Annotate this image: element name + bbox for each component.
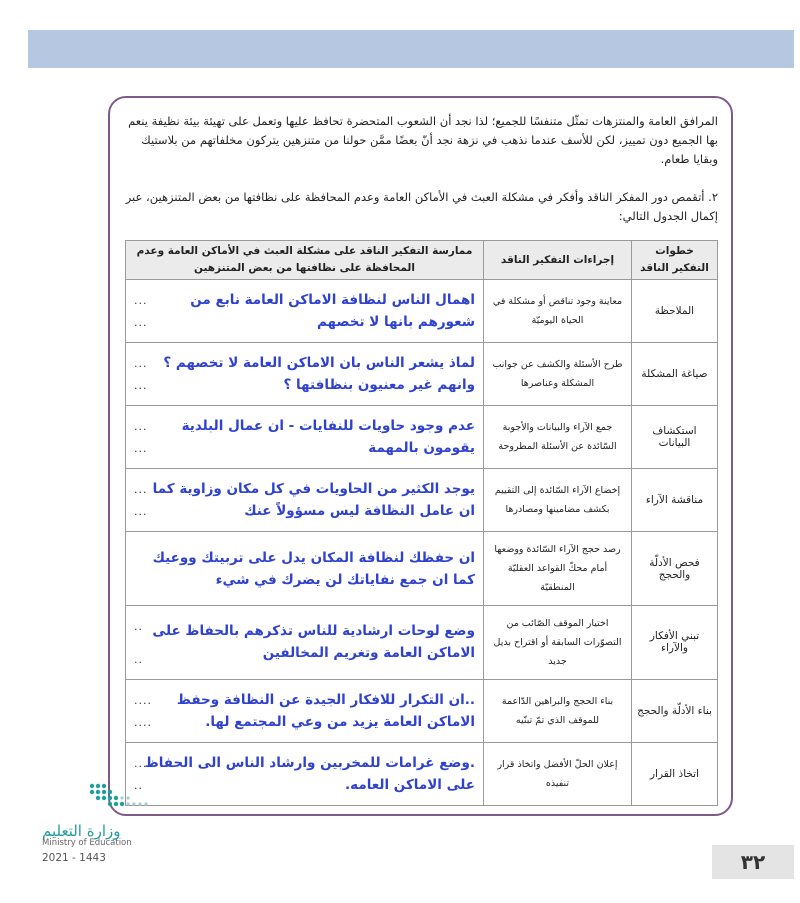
step-cell: مناقشة الآراء <box>632 469 718 532</box>
table-row <box>126 679 718 742</box>
answer-text: يوجد الكثير من الحاويات في كل مكان وزاوية كما ان عامل النظافة ليس مسؤولاً عنك <box>152 481 475 520</box>
answer-cell[interactable] <box>126 606 484 680</box>
page-number-box <box>712 845 794 879</box>
procedure-cell: إعلان الحلّ الأفضل واتخاذ قرار تنفيذه <box>484 742 632 805</box>
answer-text: وضع لوحات ارشادية للناس تذكرهم بالحفاظ على الاماكن العامة وتغريم المخالفين <box>152 623 475 662</box>
intro-paragraph: المرافق العامة والمنتزهات تمثّل متنفسًا للجميع؛ لذا نجد أن الشعوب المتحضرة تحافظ عليها وتعمل على تهيئة بيئة نظيفة ينعم بها الجميع دون تمييز، لكن للأسف عندما نذهب في نزهة نجد أنّ بعضًا ممَّن حولنا من متنزهين يتركون مخلفاتهم من بلاستيك وبقايا طعام. <box>128 114 718 166</box>
step-cell: بناء الأدلّة والحجج <box>632 679 718 742</box>
answer-text: ان حفظك لنظافة المكان يدل على تربيتك ووعيك كما ان جمع نفاياتك لن يضرك في شيء <box>152 549 475 588</box>
answer-text: لماذ يشعر الناس بان الاماكن العامة لا تخصهم ؟ وانهم غير معنيون بنظافتها ؟ <box>163 355 475 394</box>
answer-text: .وضع غرامات للمخربين وارشاد الناس الى الحفاظ على الاماكن العامه. <box>144 754 475 793</box>
procedure-cell: اختيار الموقف الصّائب من التصوّرات السابقة أو اقتراح بديل جديد <box>484 606 632 680</box>
table-row <box>126 343 718 406</box>
procedure-cell: معاينة وجود تناقض أو مشكلة في الحياة اليوميّة <box>484 280 632 343</box>
answer-cell[interactable] <box>126 679 484 742</box>
header-procedure: إجراءات التفكير الناقد <box>484 241 632 280</box>
dots-top: .. <box>134 620 143 634</box>
ministry-name-english: Ministry of Education <box>42 838 132 848</box>
answer-cell[interactable] <box>126 406 484 469</box>
procedure-cell: رصد حجج الآراء السّائدة ووضعها أمام محكّ القواعد العقليّة المنطقيّة <box>484 532 632 606</box>
header-step: خطوات التفكير الناقد <box>632 241 718 280</box>
procedure-cell: طرح الأسئلة والكشف عن جوانب المشكلة وعناصرها <box>484 343 632 406</box>
answer-cell[interactable] <box>126 343 484 406</box>
dots-top: ... <box>134 756 148 770</box>
table-row <box>126 606 718 680</box>
header-band <box>28 30 794 68</box>
table-row <box>126 742 718 805</box>
step-cell: استكشاف البيانات <box>632 406 718 469</box>
dots-top: ... <box>134 357 148 371</box>
step-cell: تبني الأفكار والآراء <box>632 606 718 680</box>
table-row <box>126 532 718 606</box>
answer-cell[interactable] <box>126 469 484 532</box>
dots-bottom: ... <box>134 442 148 456</box>
step-cell: الملاحظة <box>632 280 718 343</box>
page-number: ٣٢ <box>740 850 766 874</box>
procedure-cell: بناء الحجج والبراهين الدّاعمة للموقف الذي تمّ تبنّيه <box>484 679 632 742</box>
step-cell: صياغة المشكلة <box>632 343 718 406</box>
ministry-name-arabic: وزارة التعليم <box>42 822 121 840</box>
dots-bottom: .. <box>134 779 143 792</box>
answer-text: اهمال الناس لنظافة الاماكن العامة نابع من شعورهم بانها لا تخصهم <box>190 292 475 331</box>
answer-cell[interactable] <box>126 280 484 343</box>
dots-bottom: .. <box>134 652 143 666</box>
table-row <box>126 406 718 469</box>
dots-bottom: ... <box>134 379 148 393</box>
step-cell: فحص الأدلّة والحجج <box>632 532 718 606</box>
table-row <box>126 280 718 343</box>
answer-text: عدم وجود حاويات للنفايات - ان عمال البلدية يقومون بالمهمة <box>181 418 475 457</box>
dots-bottom: .... <box>134 715 152 729</box>
procedure-cell: جمع الآراء والبيانات والأجوبة السّائدة عن الأسئلة المطروحة <box>484 406 632 469</box>
dots-top: .... <box>134 693 152 707</box>
answer-cell[interactable] <box>126 532 484 606</box>
dots-top: ... <box>134 294 148 307</box>
dots-bottom: ... <box>134 316 148 330</box>
answer-text: ..ان التكرار للافكار الجيدة عن النظافة وحفظ الاماكن العامة يزيد من وعي المجتمع لها. <box>176 691 475 730</box>
edition-year: 2021 - 1443 <box>42 852 106 864</box>
header-practice: ممارسة التفكير الناقد على مشكلة العبث في الأماكن العامة وعدم المحافظة على نظافتها من بعض المتنزهين <box>126 241 484 280</box>
procedure-cell: إخضاع الآراء السّائدة إلى التقييم بكشف مضامينها ومصادرها <box>484 469 632 532</box>
table-header-row <box>126 241 718 280</box>
table-row <box>126 469 718 532</box>
question-prompt: ٢. أتقمص دور المفكر الناقد وأفكر في مشكلة العبث في الأماكن العامة وعدم المحافظة على نظافتها من بعض المتنزهين، عبر إكمال الجدول التالي: <box>125 190 718 223</box>
dots-top: ... <box>134 420 148 434</box>
step-cell: اتخاذ القرار <box>632 742 718 805</box>
dots-top: ... <box>134 483 148 497</box>
dots-bottom: ... <box>134 505 148 519</box>
critical-thinking-table <box>125 240 718 806</box>
